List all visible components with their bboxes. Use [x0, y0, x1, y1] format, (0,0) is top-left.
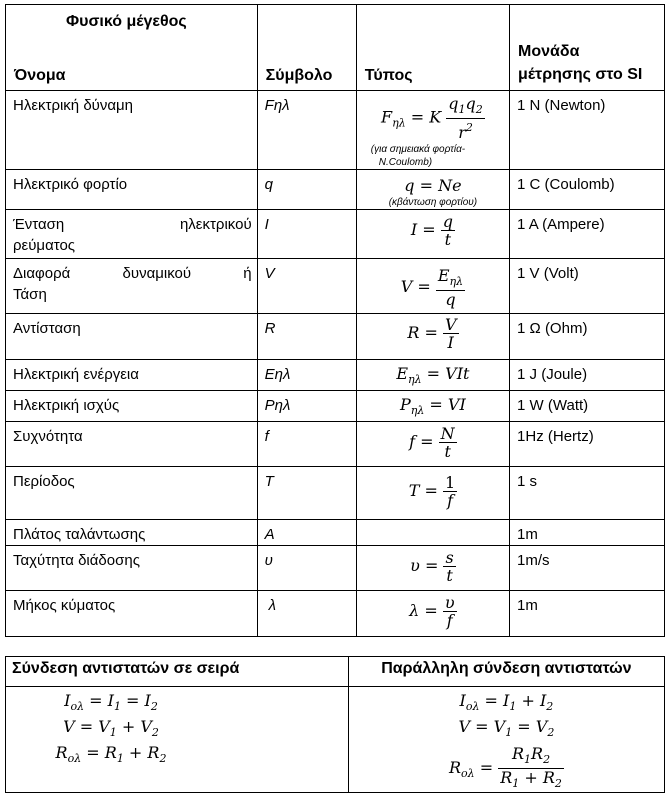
- header-formula-label: Τύπος: [364, 67, 413, 84]
- row-formula: [356, 210, 509, 259]
- resistor-connections-table: [5, 656, 665, 793]
- table-header-row: [6, 5, 665, 91]
- row-symbol: V: [257, 259, 356, 314]
- voltage-formula: V = $\frac{E_{\eta\lambda}}{q}$: [400, 266, 464, 309]
- row-unit: 1 C (Coulomb): [510, 170, 665, 210]
- parallel-formula-block: [349, 691, 664, 792]
- table-row: [6, 520, 665, 546]
- row-unit: 1 Ω (Ohm): [510, 314, 665, 360]
- parallel-current-eq: $I_{o\lambda} = I_1 + I_2$: [459, 691, 554, 713]
- header-name-label: Όνομα: [14, 67, 66, 84]
- row-name: Αντίσταση: [6, 314, 258, 360]
- formula-note: (κβάντωση φορτίου): [388, 197, 478, 208]
- table-row: [6, 314, 665, 360]
- physics-quantities-table: [5, 4, 665, 637]
- series-formulas: [6, 687, 349, 793]
- resistor-header-row: [6, 657, 665, 687]
- row-unit: 1 s: [510, 467, 665, 520]
- row-formula: [356, 591, 509, 637]
- table-row: [6, 360, 665, 391]
- header-unit-line2: μέτρησης στο SI: [518, 66, 643, 83]
- row-formula: [356, 170, 509, 210]
- row-symbol: Eηλ: [257, 360, 356, 391]
- table-row: [6, 170, 665, 210]
- row-name: Ταχύτητα διάδοσης: [6, 546, 258, 591]
- row-name: Ηλεκτρικό φορτίο: [6, 170, 258, 210]
- series-current-eq: $I_{o\lambda} = I_1 = I_2$: [64, 691, 158, 713]
- row-name: Πλάτος ταλάντωσης: [6, 520, 258, 546]
- row-unit: 1 N (Newton): [510, 91, 665, 170]
- row-unit: 1 V (Volt): [510, 259, 665, 314]
- row-symbol: Fηλ: [257, 91, 356, 170]
- row-formula: [356, 467, 509, 520]
- row-formula: [356, 360, 509, 391]
- row-name: Ηλεκτρική ισχύς: [6, 391, 258, 422]
- table-row: [6, 259, 665, 314]
- row-name: Διαφορά δυναμικού ή Τάση: [6, 259, 258, 314]
- header-symbol-cell: [257, 5, 356, 91]
- row-unit: 1m/s: [510, 546, 665, 591]
- header-group-label: Φυσικό μέγεθος: [66, 13, 187, 30]
- series-title: Σύνδεση αντιστατών σε σειρά: [6, 657, 349, 687]
- table-row: [6, 422, 665, 467]
- row-unit: 1m: [510, 520, 665, 546]
- table-row: [6, 467, 665, 520]
- row-formula: [356, 546, 509, 591]
- resistor-formula-row: [6, 687, 665, 793]
- row-unit: 1m: [510, 591, 665, 637]
- row-formula: [356, 314, 509, 360]
- parallel-voltage-eq: $V = V_1 = V_2$: [458, 717, 555, 739]
- row-formula: [356, 391, 509, 422]
- parallel-resistance-eq: $R_{o\lambda}$ = $\frac{R_1R_2}{R_1 + R_2}$: [448, 744, 562, 790]
- row-symbol: q: [257, 170, 356, 210]
- row-unit: 1 J (Joule): [510, 360, 665, 391]
- row-formula: [356, 520, 509, 546]
- resistance-formula: R = $\frac{V}{I}$: [407, 315, 457, 352]
- row-name: Ηλεκτρική ενέργεια: [6, 360, 258, 391]
- row-name: Μήκος κύματος: [6, 591, 258, 637]
- row-symbol: υ: [257, 546, 356, 591]
- parallel-title: Παράλληλη σύνδεση αντιστατών: [348, 657, 664, 687]
- row-name: Περίοδος: [6, 467, 258, 520]
- wavelength-formula: λ = $\frac{\upsilon}{f}$: [409, 593, 455, 630]
- charge-quantization-formula: q = Ne: [404, 176, 462, 195]
- header-unit-line1: Μονάδα: [518, 43, 580, 60]
- row-symbol: A: [257, 520, 356, 546]
- row-symbol: f: [257, 422, 356, 467]
- parallel-formulas: [348, 687, 664, 793]
- table-row: [6, 591, 665, 637]
- header-symbol-label: Σύμβολο: [265, 67, 333, 84]
- current-formula: I = $\frac{q}{t}$: [410, 212, 453, 249]
- header-unit-cell: [510, 5, 665, 91]
- table-row: [6, 210, 665, 259]
- header-formula-cell: [356, 5, 509, 91]
- row-name: Συχνότητα: [6, 422, 258, 467]
- period-formula: T = $\frac{1}{f}$: [408, 473, 456, 510]
- row-name: Ένταση ηλεκτρικού ρεύματος: [6, 210, 258, 259]
- row-unit: 1 A (Ampere): [510, 210, 665, 259]
- row-formula: [356, 422, 509, 467]
- series-voltage-eq: $V = V_1 + V_2$: [63, 717, 159, 739]
- power-formula: $P_{\eta\lambda}$ = VI: [400, 395, 466, 417]
- row-name: Ηλεκτρική δύναμη: [6, 91, 258, 170]
- table-row: [6, 391, 665, 422]
- series-resistance-eq: $R_{o\lambda} = R_1 + R_2$: [55, 743, 167, 765]
- energy-formula: $E_{\eta\lambda}$ = VIt: [396, 364, 470, 386]
- row-formula: [356, 91, 509, 170]
- row-formula: [356, 259, 509, 314]
- series-formula-block: [6, 691, 216, 769]
- frequency-formula: f = $\frac{N}{t}$: [409, 424, 455, 461]
- row-symbol: λ: [257, 591, 356, 637]
- table-row: [6, 546, 665, 591]
- formula-note: (για σημειακά φορτία- N.Coulomb): [370, 144, 466, 168]
- row-symbol: T: [257, 467, 356, 520]
- speed-formula: υ = $\frac{s}{t}$: [410, 548, 454, 585]
- row-unit: 1 W (Watt): [510, 391, 665, 422]
- row-symbol: Pηλ: [257, 391, 356, 422]
- coulomb-law-formula: $F_{\eta\lambda} = K$ $\frac{q_1q_2}{r^2}$: [381, 94, 483, 142]
- table-row: [6, 91, 665, 170]
- row-unit: 1Hz (Hertz): [510, 422, 665, 467]
- header-name-cell: [6, 5, 258, 91]
- row-symbol: I: [257, 210, 356, 259]
- row-symbol: R: [257, 314, 356, 360]
